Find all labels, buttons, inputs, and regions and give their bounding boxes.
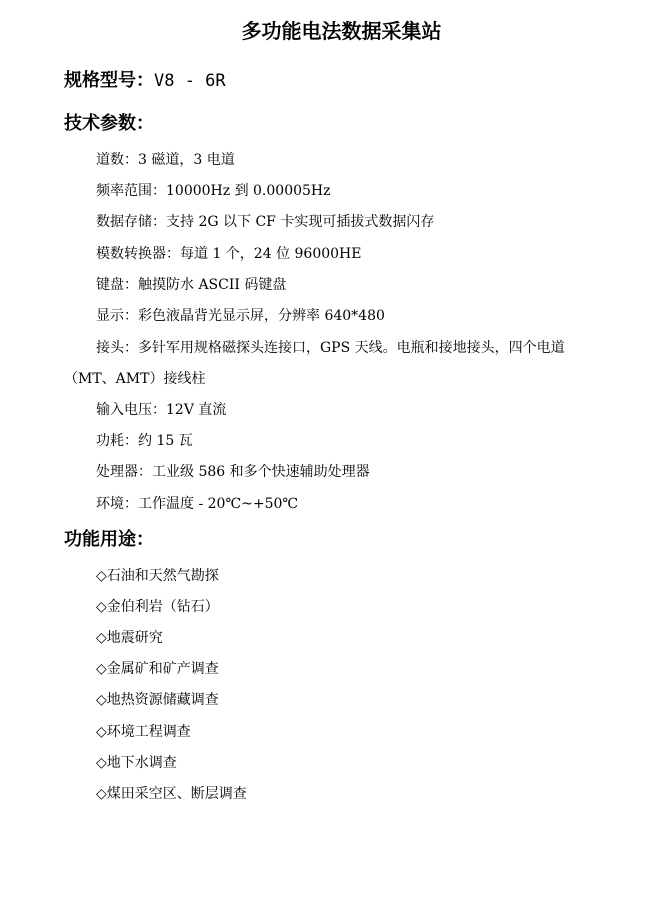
tech-param-item: 显示：彩色液晶背光显示屏，分辨率 640*480 bbox=[96, 308, 385, 324]
tech-param-item: 功耗：约 15 瓦 bbox=[96, 433, 193, 449]
tech-param-item: 输入电压：12V 直流 bbox=[96, 402, 227, 418]
tech-param-item: 频率范围：10000Hz 到 0.00005Hz bbox=[96, 183, 331, 199]
function-item: ◇环境工程调查 bbox=[96, 724, 191, 740]
tech-param-connector-line2: （MT、AMT）接线柱 bbox=[64, 371, 206, 387]
function-item: ◇石油和天然气勘探 bbox=[96, 568, 219, 584]
tech-param-item: 数据存储：支持 2G 以下 CF 卡实现可插拔式数据闪存 bbox=[96, 214, 435, 230]
tech-params-heading: 技术参数： bbox=[64, 113, 154, 134]
function-item: ◇地下水调查 bbox=[96, 755, 177, 771]
document-title: 多功能电法数据采集站 bbox=[241, 19, 442, 43]
tech-param-connector-line1: 接头：多针军用规格磁探头连接口，GPS 天线。电瓶和接地接头，四个电道 bbox=[96, 340, 565, 356]
tech-param-item: 模数转换器：每道 1 个，24 位 96000HE bbox=[96, 246, 362, 262]
function-item: ◇煤田采空区、断层调查 bbox=[96, 786, 247, 802]
function-item: ◇地热资源储藏调查 bbox=[96, 692, 219, 708]
tech-param-item: 处理器：工业级 586 和多个快速辅助处理器 bbox=[96, 464, 370, 480]
function-item: ◇金伯利岩（钻石） bbox=[96, 599, 219, 615]
model-value: V8 - 6R bbox=[154, 71, 226, 91]
function-item: ◇金属矿和矿产调查 bbox=[96, 661, 219, 677]
model-line bbox=[64, 68, 226, 94]
tech-param-item: 键盘：触摸防水 ASCII 码键盘 bbox=[96, 277, 287, 293]
model-label: 规格型号： bbox=[64, 70, 154, 91]
tech-param-item: 环境：工作温度 - 20℃~+50℃ bbox=[96, 496, 299, 512]
function-item: ◇地震研究 bbox=[96, 630, 163, 646]
functions-heading: 功能用途： bbox=[64, 529, 154, 550]
tech-param-item: 道数：3 磁道，3 电道 bbox=[96, 152, 235, 168]
